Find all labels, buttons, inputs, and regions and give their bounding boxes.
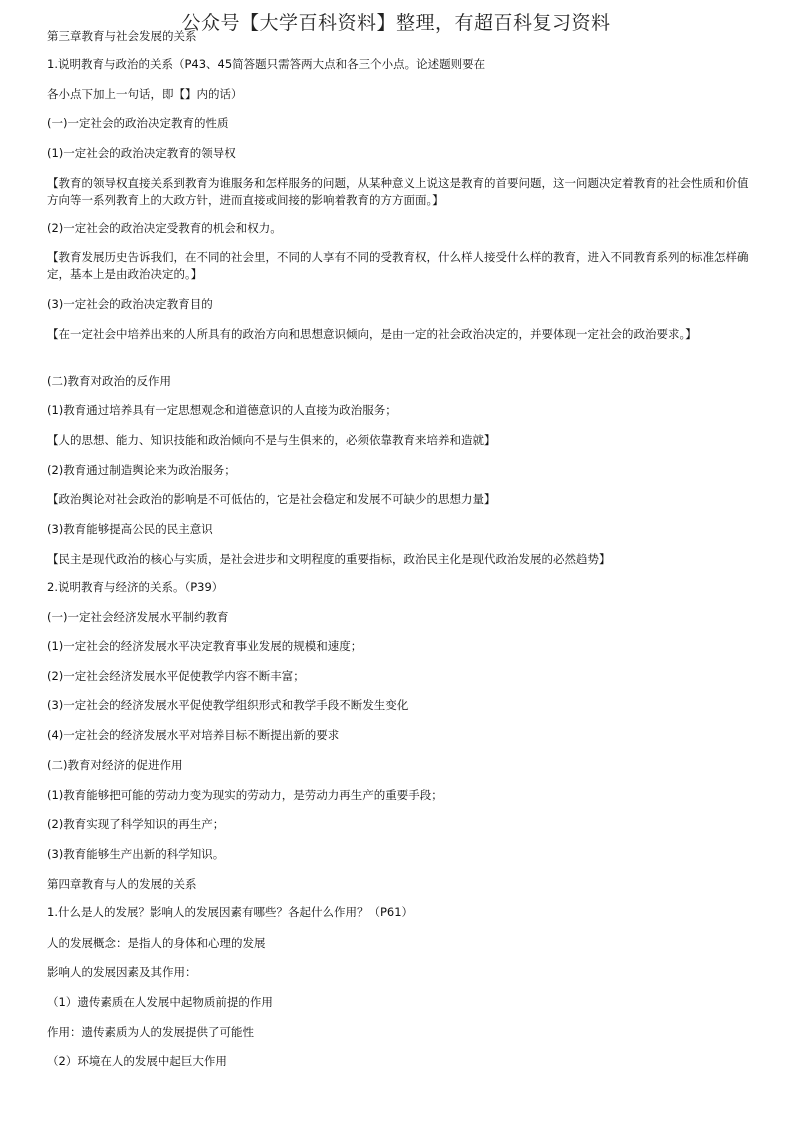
- list-item: (2)一定社会经济发展水平促使教学内容不断丰富；: [47, 669, 305, 683]
- list-item: （1）遗传素质在人发展中起物质前提的作用: [47, 995, 273, 1009]
- bracket-note: 【在一定社会中培养出来的人所具有的政治方向和思想意识倾向，是由一定的社会政治决定的，并要体现一定社会的政治要求。】: [47, 327, 697, 341]
- page-header-watermark: 公众号【大学百科资料】整理，有超百科复习资料: [181, 12, 611, 34]
- list-item: (3)教育能够提高公民的民主意识: [47, 522, 213, 536]
- list-item: （2）环境在人的发展中起巨大作用: [47, 1054, 227, 1068]
- question-title: 1.什么是人的发展？影响人的发展因素有哪些？各起什么作用？（P61）: [47, 905, 414, 919]
- section-heading: (二)教育对经济的促进作用: [47, 758, 183, 772]
- list-item: (1)一定社会的经济发展水平决定教育事业发展的规模和速度；: [47, 639, 363, 653]
- list-item: (3)一定社会的政治决定教育目的: [47, 297, 213, 311]
- chapter-title: 第三章教育与社会发展的关系: [47, 29, 197, 43]
- question-title: 2.说明教育与经济的关系。（P39）: [47, 580, 224, 594]
- bracket-note: 【教育的领导权直接关系到教育为谁服务和怎样服务的问题，从某种意义上说这是教育的首要问题，这一问题决定着教育的社会性质和价值方向等一系列教育上的大政方针，进而直接或间接的影响着教育的方方面面。】: [47, 176, 749, 207]
- section-heading: (二)教育对政治的反作用: [47, 374, 171, 388]
- bracket-note: 【教育发展历史告诉我们，在不同的社会里，不同的人享有不同的受教育权，什么样人接受什么样的教育，进入不同教育系列的标准怎样确定，基本上是由政治决定的。】: [47, 250, 749, 281]
- chapter-title: 第四章教育与人的发展的关系: [47, 877, 197, 891]
- list-item: (3)教育能够生产出新的科学知识。: [47, 847, 225, 861]
- section-heading: (一)一定社会经济发展水平制约教育: [47, 610, 229, 624]
- list-item: (1)一定社会的政治决定教育的领导权: [47, 146, 236, 160]
- list-item: (1)教育通过培养具有一定思想观念和道德意识的人直接为政治服务；: [47, 403, 397, 417]
- bracket-note: 【政治舆论对社会政治的影响是不可低估的，它是社会稳定和发展不可缺少的思想力量】: [47, 492, 496, 506]
- text-line: 作用：遗传素质为人的发展提供了可能性: [47, 1025, 254, 1039]
- bracket-note: 【民主是现代政治的核心与实质，是社会进步和文明程度的重要指标，政治民主化是现代政治发展的必然趋势】: [47, 552, 611, 566]
- list-item: (2)一定社会的政治决定受教育的机会和权力。: [47, 221, 282, 235]
- list-item: (2)教育实现了科学知识的再生产；: [47, 817, 225, 831]
- list-item: (1)教育能够把可能的劳动力变为现实的劳动力，是劳动力再生产的重要手段；: [47, 788, 443, 802]
- list-item: (3)一定社会的经济发展水平促使教学组织形式和教学手段不断发生变化: [47, 698, 409, 712]
- section-heading: (一)一定社会的政治决定教育的性质: [47, 116, 229, 130]
- bracket-note: 【人的思想、能力、知识技能和政治倾向不是与生俱来的，必须依靠教育来培养和造就】: [47, 433, 496, 447]
- text-line: 影响人的发展因素及其作用：: [47, 965, 197, 979]
- list-item: (2)教育通过制造舆论来为政治服务；: [47, 463, 236, 477]
- text-line: 人的发展概念：是指人的身体和心理的发展: [47, 936, 266, 950]
- text-line: 各小点下加上一句话，即【】内的话）: [47, 87, 243, 101]
- list-item: (4)一定社会的经济发展水平对培养目标不断提出新的要求: [47, 728, 340, 742]
- question-title: 1.说明教育与政治的关系（P43、45简答题只需答两大点和各三个小点。论述题则要在: [47, 57, 486, 71]
